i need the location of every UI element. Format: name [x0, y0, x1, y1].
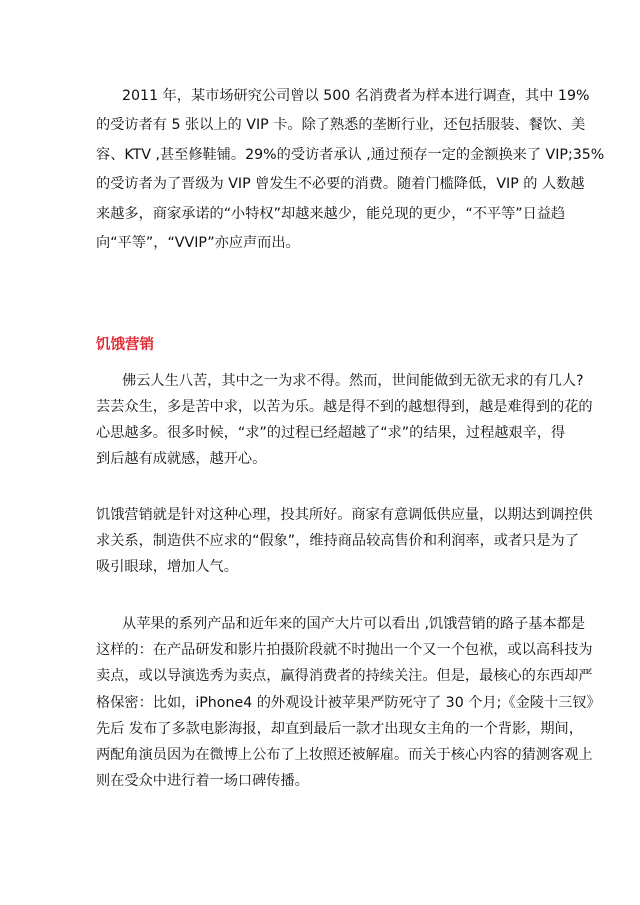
- text-line: 格保密：比如，iPhone4 的外观设计被苹果严防死守了 30 个月;《金陵十三钗》: [96, 694, 601, 711]
- text-line: 芸芸众生，多是苦中求，以苦为乐。越是得不到的越想得到，越是难得到的花的: [96, 399, 593, 415]
- text-line: 向“平等”，“VVIP”亦应声而出。: [96, 234, 300, 251]
- paragraph-hunger-marketing-definition: [96, 502, 593, 580]
- text-line: 则在受众中进行着一场口碑传播。: [96, 773, 309, 790]
- text-line: 佛云人生八苦，其中之一为求不得。然而，世间能做到无欲无求的有几人?: [122, 373, 584, 389]
- text-line: 求关系，制造供不应求的“假象”，维持商品较高售价和利润率，或者只是为了: [96, 533, 579, 549]
- paragraph-vip-survey: [96, 82, 605, 258]
- text-line: 吸引眼球，增加人气。: [96, 559, 238, 575]
- text-line: 2011 年，某市场研究公司曾以 500 名消费者为样本进行调查，其中 19%: [122, 88, 590, 104]
- text-line: 饥饿营销就是针对这种心理，投其所好。商家有意调低供应量，以期达到调控供: [96, 507, 593, 523]
- text-line: 先后 发布了多款电影海报，却直到最后一款才出现女主角的一个背影，期间，: [96, 720, 583, 737]
- text-line: 来越多，商家承诺的“小特权”却越来越少，能兑现的更少，“不平等”日益趋: [96, 205, 566, 222]
- paragraph-buddhist-suffering: [96, 368, 593, 472]
- paragraph-apple-example: [96, 611, 601, 794]
- text-line: 的受访者为了晋级为 VIP 曾发生不必要的消费。随着门槛降低，VIP 的 人数越: [96, 176, 585, 193]
- text-line: 的受访者有 5 张以上的 VIP 卡。除了熟悉的垄断行业，还包括服装、餐饮、美: [96, 117, 586, 134]
- text-line: 心思越多。很多时候，“求”的过程已经超越了“求”的结果，过程越艰辛，得: [96, 425, 566, 441]
- text-line: 到后越有成就感，越开心。: [96, 451, 267, 467]
- text-line: 这样的：在产品研发和影片拍摄阶段就不时抛出一个又一个包袱，或以高科技为: [96, 642, 593, 659]
- text-line: 卖点，或以导演选秀为卖点，赢得消费者的持续关注。但是，最核心的东西却严: [96, 668, 593, 685]
- section-heading: 饥饿营销: [96, 337, 154, 353]
- text-line: 从苹果的系列产品和近年来的国产大片可以看出 ,饥饿营销的路子基本都是: [122, 616, 586, 632]
- text-line: 容、KTV ,甚至修鞋铺。29%的受访者承认 ,通过预存一定的金额换来了 VIP;35%: [96, 146, 605, 163]
- text-line: 两配角演员因为在微博上公布了上妆照还被解雇。而关于核心内容的猜测客观上: [96, 746, 593, 763]
